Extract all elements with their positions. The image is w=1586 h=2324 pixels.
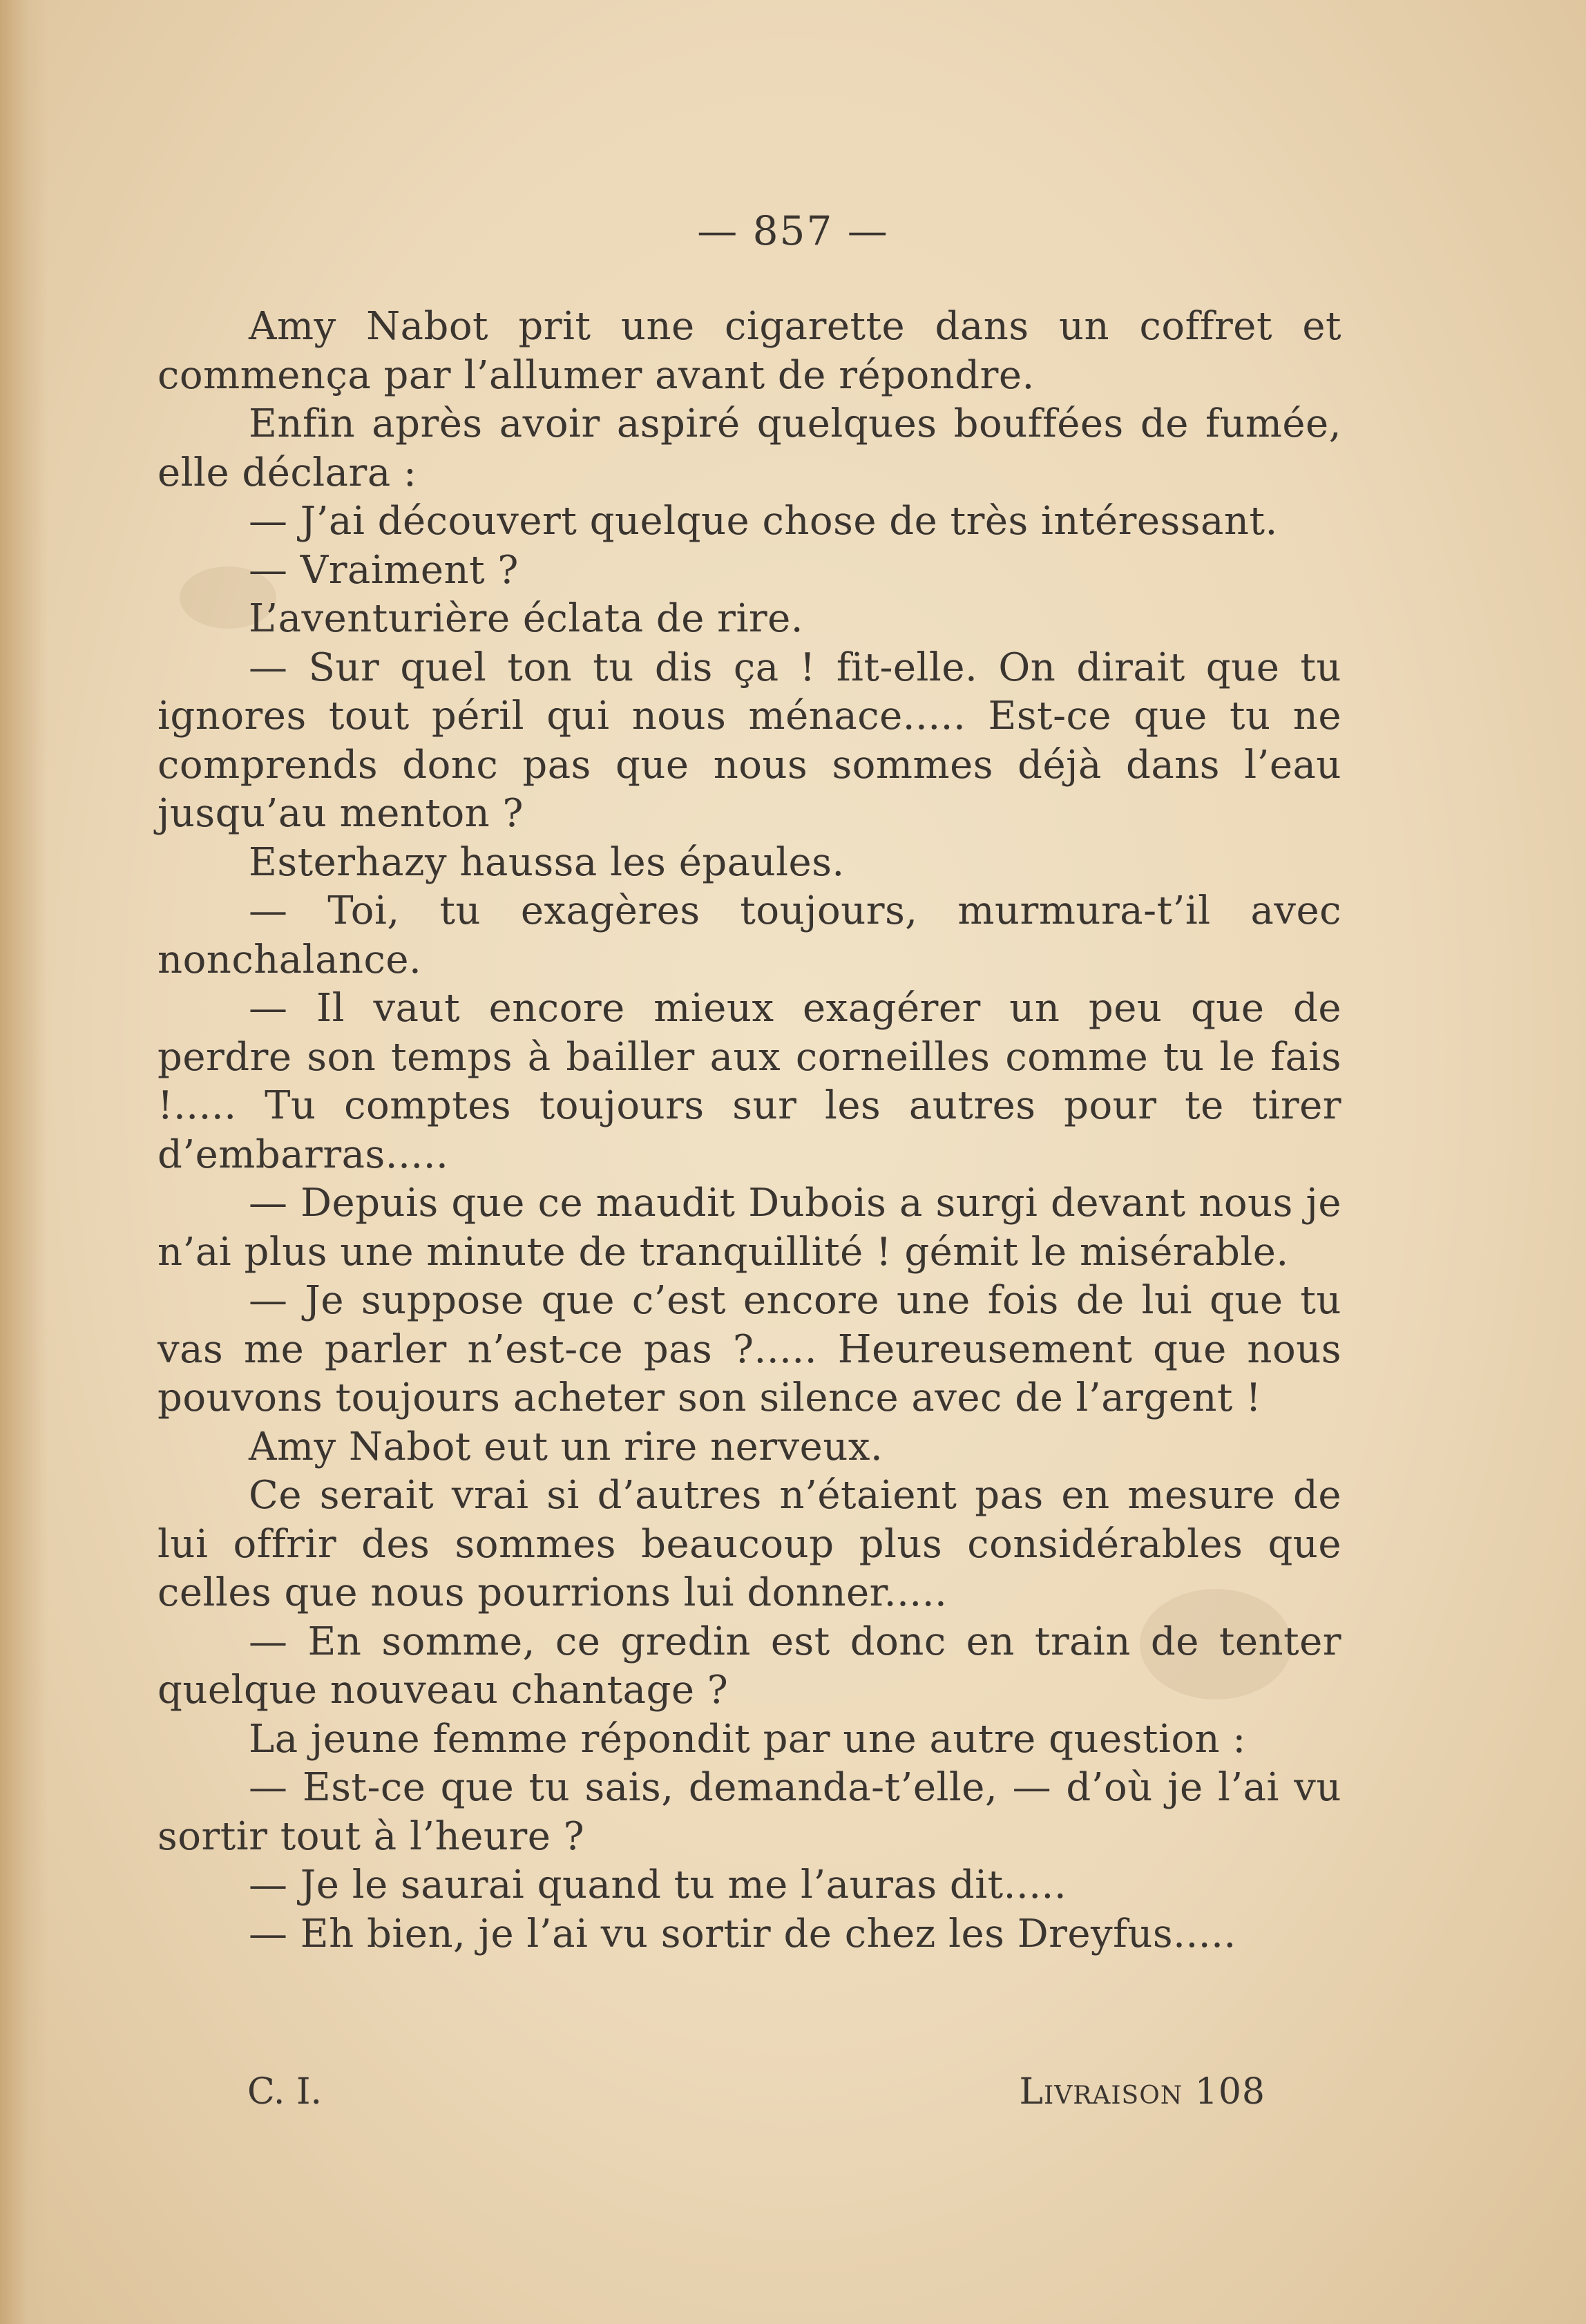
page-footer xyxy=(0,2071,1586,2126)
paragraph: — Sur quel ton tu dis ça ! fit-elle. On dirait que tu ignores tout péril qui nous ménace..... Est-ce que tu ne comprends donc pas que nous sommes déjà dans l’eau jusqu’au menton ? xyxy=(157,645,1341,836)
paragraph: — Toi, tu exagères toujours, murmura-t’il avec nonchalance. xyxy=(157,888,1341,982)
paragraph: — Est-ce que tu sais, demanda-t’elle, — d’où je l’ai vu sortir tout à l’heure ? xyxy=(157,1765,1341,1859)
paragraph: — En somme, ce gredin est donc en train de tenter quelque nouveau chantage ? xyxy=(157,1619,1341,1713)
paragraph: — Je suppose que c’est encore une fois de lui que tu vas me parler n’est-ce pas ?..... Heureusement que nous pouvons toujours acheter son silence avec de l’argent ! xyxy=(157,1278,1341,1420)
signature-mark: C. I. xyxy=(247,2071,323,2113)
paragraph: — Depuis que ce maudit Dubois a surgi devant nous je n’ai plus une minute de tranquillité ! gémit le misérable. xyxy=(157,1181,1341,1275)
paragraph: — Vraiment ? xyxy=(249,547,519,593)
paragraph: Ce serait vrai si d’autres n’étaient pas en mesure de lui offrir des sommes beaucoup plus considérables que celles que nous pourrions lui donner..... xyxy=(157,1473,1341,1615)
paragraph: Amy Nabot eut un rire nerveux. xyxy=(249,1424,883,1469)
paragraph: — Je le saurai quand tu me l’auras dit..... xyxy=(249,1863,1067,1907)
paragraph: — Eh bien, je l’ai vu sortir de chez les Dreyfus..... xyxy=(249,1911,1236,1956)
paragraph: Amy Nabot prit une cigarette dans un coffret et commença par l’allumer avant de répondre. xyxy=(157,304,1341,398)
page-edge-shadow xyxy=(0,0,48,2324)
paragraph: Enfin après avoir aspiré quelques bouffées de fumée, elle déclara : xyxy=(157,401,1341,495)
page-number: — 857 — xyxy=(697,207,889,254)
body-text xyxy=(157,303,1341,1959)
paragraph: Esterhazy haussa les épaules. xyxy=(249,839,845,885)
paragraph: L’aventurière éclata de rire. xyxy=(249,596,804,641)
paragraph: La jeune femme répondit par une autre question : xyxy=(249,1716,1246,1762)
paragraph: — Il vaut encore mieux exagérer un peu que de perdre son temps à bailler aux corneilles comme tu le fais !..... Tu comptes toujours sur les autres pour te tirer d’embarras..... xyxy=(157,986,1341,1177)
paragraph: — J’ai découvert quelque chose de très intéressant. xyxy=(249,499,1278,544)
livraison-number: Livraison 108 xyxy=(1019,2071,1265,2113)
